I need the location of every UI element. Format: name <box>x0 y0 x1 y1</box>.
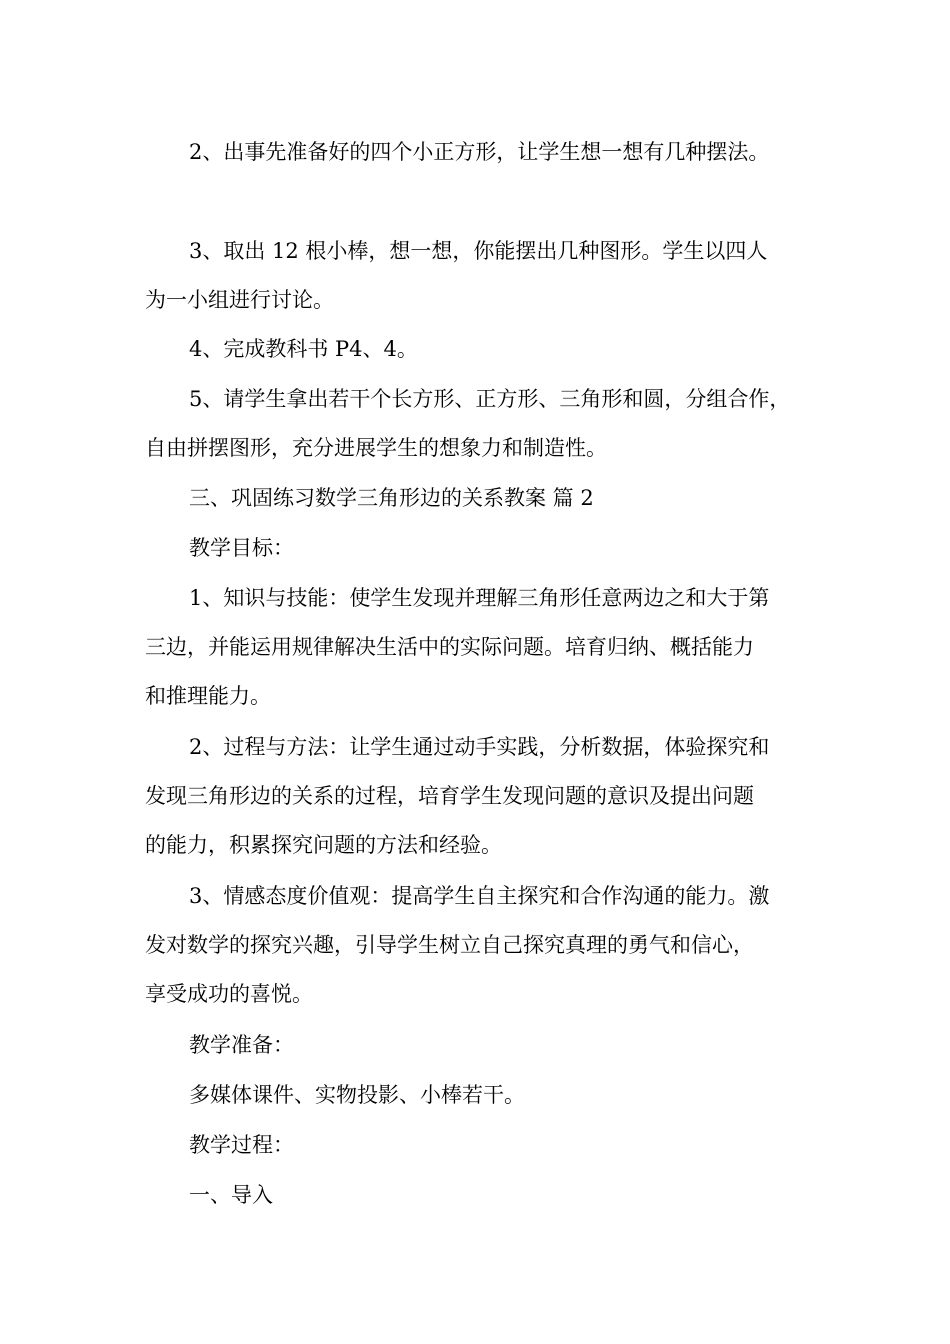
text-line: 三、巩固练习数学三角形边的关系教案 篇 2 <box>189 486 594 510</box>
objective-knowledge <box>145 574 810 721</box>
paragraph-step-3 <box>145 227 810 325</box>
objective-process <box>145 723 810 870</box>
text-line: 5、请学生拿出若干个长方形、正方形、三角形和圆，分组合作， <box>189 387 791 411</box>
paragraph-step-5 <box>145 375 810 473</box>
text-line: 1、知识与技能：使学生发现并理解三角形任意两边之和大于第 <box>189 586 770 610</box>
teaching-process-heading <box>145 1121 810 1170</box>
paragraph-step-2 <box>145 128 810 177</box>
text-line: 2、过程与方法：让学生通过动手实践，分析数据，体验探究和 <box>189 735 770 759</box>
text-line: 教学准备： <box>189 1033 294 1057</box>
text-line: 教学过程： <box>189 1133 294 1157</box>
section-introduction-heading <box>145 1171 810 1220</box>
paragraph-step-4 <box>145 325 810 374</box>
section-heading <box>145 474 810 523</box>
text-line: 3、取出 12 根小棒，想一想，你能摆出几种图形。学生以四人 <box>189 239 768 263</box>
text-line: 自由拼摆图形，充分进展学生的想象力和制造性。 <box>145 436 607 460</box>
text-line: 发现三角形边的关系的过程，培育学生发现问题的意识及提出问题 <box>145 784 754 808</box>
text-line: 的能力，积累探究问题的方法和经验。 <box>145 833 502 857</box>
text-line: 多媒体课件、实物投影、小棒若干。 <box>189 1083 525 1107</box>
text-line: 3、情感态度价值观：提高学生自主探究和合作沟通的能力。激 <box>189 884 770 908</box>
objective-attitude <box>145 872 810 1019</box>
text-line: 发对数学的探究兴趣，引导学生树立自己探究真理的勇气和信心， <box>145 933 754 957</box>
text-line: 和推理能力。 <box>145 684 271 708</box>
text-line: 享受成功的喜悦。 <box>145 982 313 1006</box>
teaching-preparation-heading <box>145 1021 810 1070</box>
teaching-objectives-heading <box>145 524 810 573</box>
teaching-preparation-content <box>145 1071 810 1120</box>
text-line: 4、完成教科书 P4、4。 <box>189 337 418 361</box>
text-line: 三边，并能运用规律解决生活中的实际问题。培育归纳、概括能力 <box>145 635 754 659</box>
text-line: 一、导入 <box>189 1183 273 1207</box>
text-line: 2、出事先准备好的四个小正方形，让学生想一想有几种摆法。 <box>189 140 770 164</box>
text-line: 为一小组进行讨论。 <box>145 288 334 312</box>
text-line: 教学目标： <box>189 536 294 560</box>
